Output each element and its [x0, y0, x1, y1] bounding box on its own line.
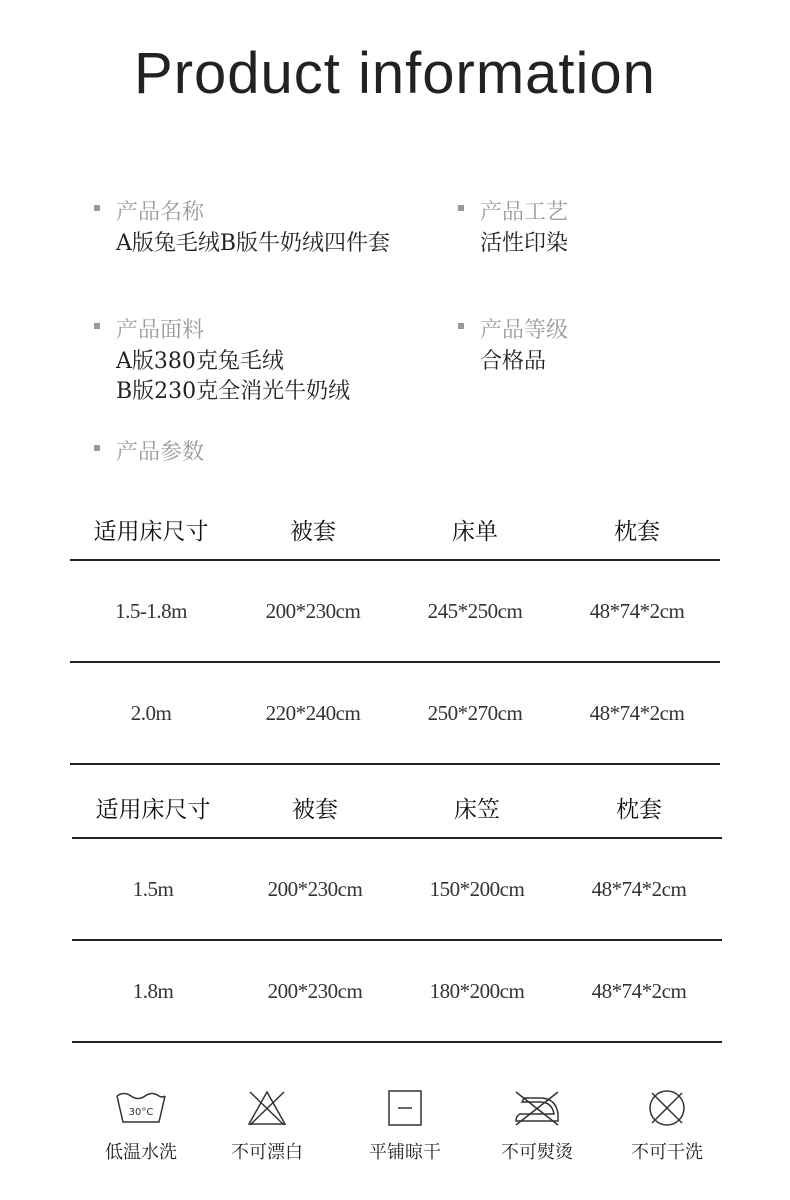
table-row	[70, 663, 720, 765]
table-cell: 48*74*2cm	[589, 598, 685, 623]
info-value: 活性印染	[480, 231, 569, 256]
header-cell: 枕套	[616, 796, 662, 823]
table-cell: 245*250cm	[427, 598, 523, 623]
info-label: 产品等级	[480, 318, 569, 343]
info-value: 合格品	[480, 349, 547, 374]
bullet-icon	[94, 205, 100, 211]
info-label: 产品工艺	[480, 200, 569, 225]
header-cell: 床笠	[454, 796, 500, 823]
table-cell: 1.8m	[132, 978, 174, 1003]
bullet-icon	[94, 323, 100, 329]
table-header	[70, 499, 720, 561]
info-product-fabric	[94, 313, 434, 413]
care-instructions	[0, 1088, 790, 1178]
header-cell: 床单	[452, 518, 498, 545]
care-label: 低温水洗	[105, 1142, 177, 1163]
table-cell: 1.5-1.8m	[115, 598, 187, 623]
header-cell: 适用床尺寸	[95, 796, 211, 823]
info-label: 产品名称	[116, 200, 205, 225]
table-row	[72, 941, 722, 1043]
care-item-no-iron	[482, 1088, 592, 1164]
header-cell: 被套	[292, 796, 338, 823]
table-cell: 48*74*2cm	[591, 876, 687, 901]
info-label: 产品面料	[116, 318, 205, 343]
table-header	[72, 777, 722, 839]
page-title: Product information	[134, 41, 656, 106]
no-bleach-icon	[240, 1088, 294, 1128]
wash-30-icon	[114, 1088, 168, 1128]
table-cell: 200*230cm	[267, 876, 363, 901]
table-cell: 48*74*2cm	[591, 978, 687, 1003]
info-label: 产品参数	[116, 440, 205, 465]
no-dry-clean-icon	[640, 1088, 694, 1128]
table-row	[72, 839, 722, 941]
no-iron-icon	[510, 1088, 564, 1128]
care-item-no-bleach	[212, 1088, 322, 1164]
table-cell: 48*74*2cm	[589, 700, 685, 725]
table-cell: 150*200cm	[429, 876, 525, 901]
svg-text:30°C: 30°C	[128, 1107, 154, 1118]
bullet-icon	[94, 445, 100, 451]
info-product-name	[94, 195, 434, 265]
info-product-params	[94, 435, 434, 471]
care-label: 不可漂白	[231, 1142, 303, 1163]
bullet-icon	[458, 205, 464, 211]
table-cell: 180*200cm	[429, 978, 525, 1003]
info-product-grade	[458, 313, 738, 383]
info-value: B版230克全消光牛奶绒	[116, 379, 351, 404]
size-table-1	[70, 499, 720, 765]
dry-flat-icon	[378, 1088, 432, 1128]
info-product-craft	[458, 195, 738, 265]
table-cell: 1.5m	[132, 876, 174, 901]
info-value: A版380克兔毛绒	[116, 349, 284, 374]
care-item-dry-flat	[350, 1088, 460, 1164]
table-cell: 2.0m	[130, 700, 172, 725]
header-cell: 适用床尺寸	[93, 518, 209, 545]
table-cell: 200*230cm	[265, 598, 361, 623]
care-item-low-temp-wash	[86, 1088, 196, 1164]
care-label: 不可熨烫	[501, 1142, 573, 1163]
care-label: 不可干洗	[631, 1142, 703, 1163]
bullet-icon	[458, 323, 464, 329]
size-table-2	[72, 777, 722, 1043]
table-cell: 250*270cm	[427, 700, 523, 725]
header-cell: 枕套	[614, 518, 660, 545]
table-cell: 200*230cm	[267, 978, 363, 1003]
table-row	[70, 561, 720, 663]
care-label: 平铺晾干	[369, 1142, 441, 1163]
header-cell: 被套	[290, 518, 336, 545]
info-value: A版兔毛绒B版牛奶绒四件套	[116, 231, 391, 256]
care-item-no-dry-clean	[612, 1088, 722, 1164]
table-cell: 220*240cm	[265, 700, 361, 725]
